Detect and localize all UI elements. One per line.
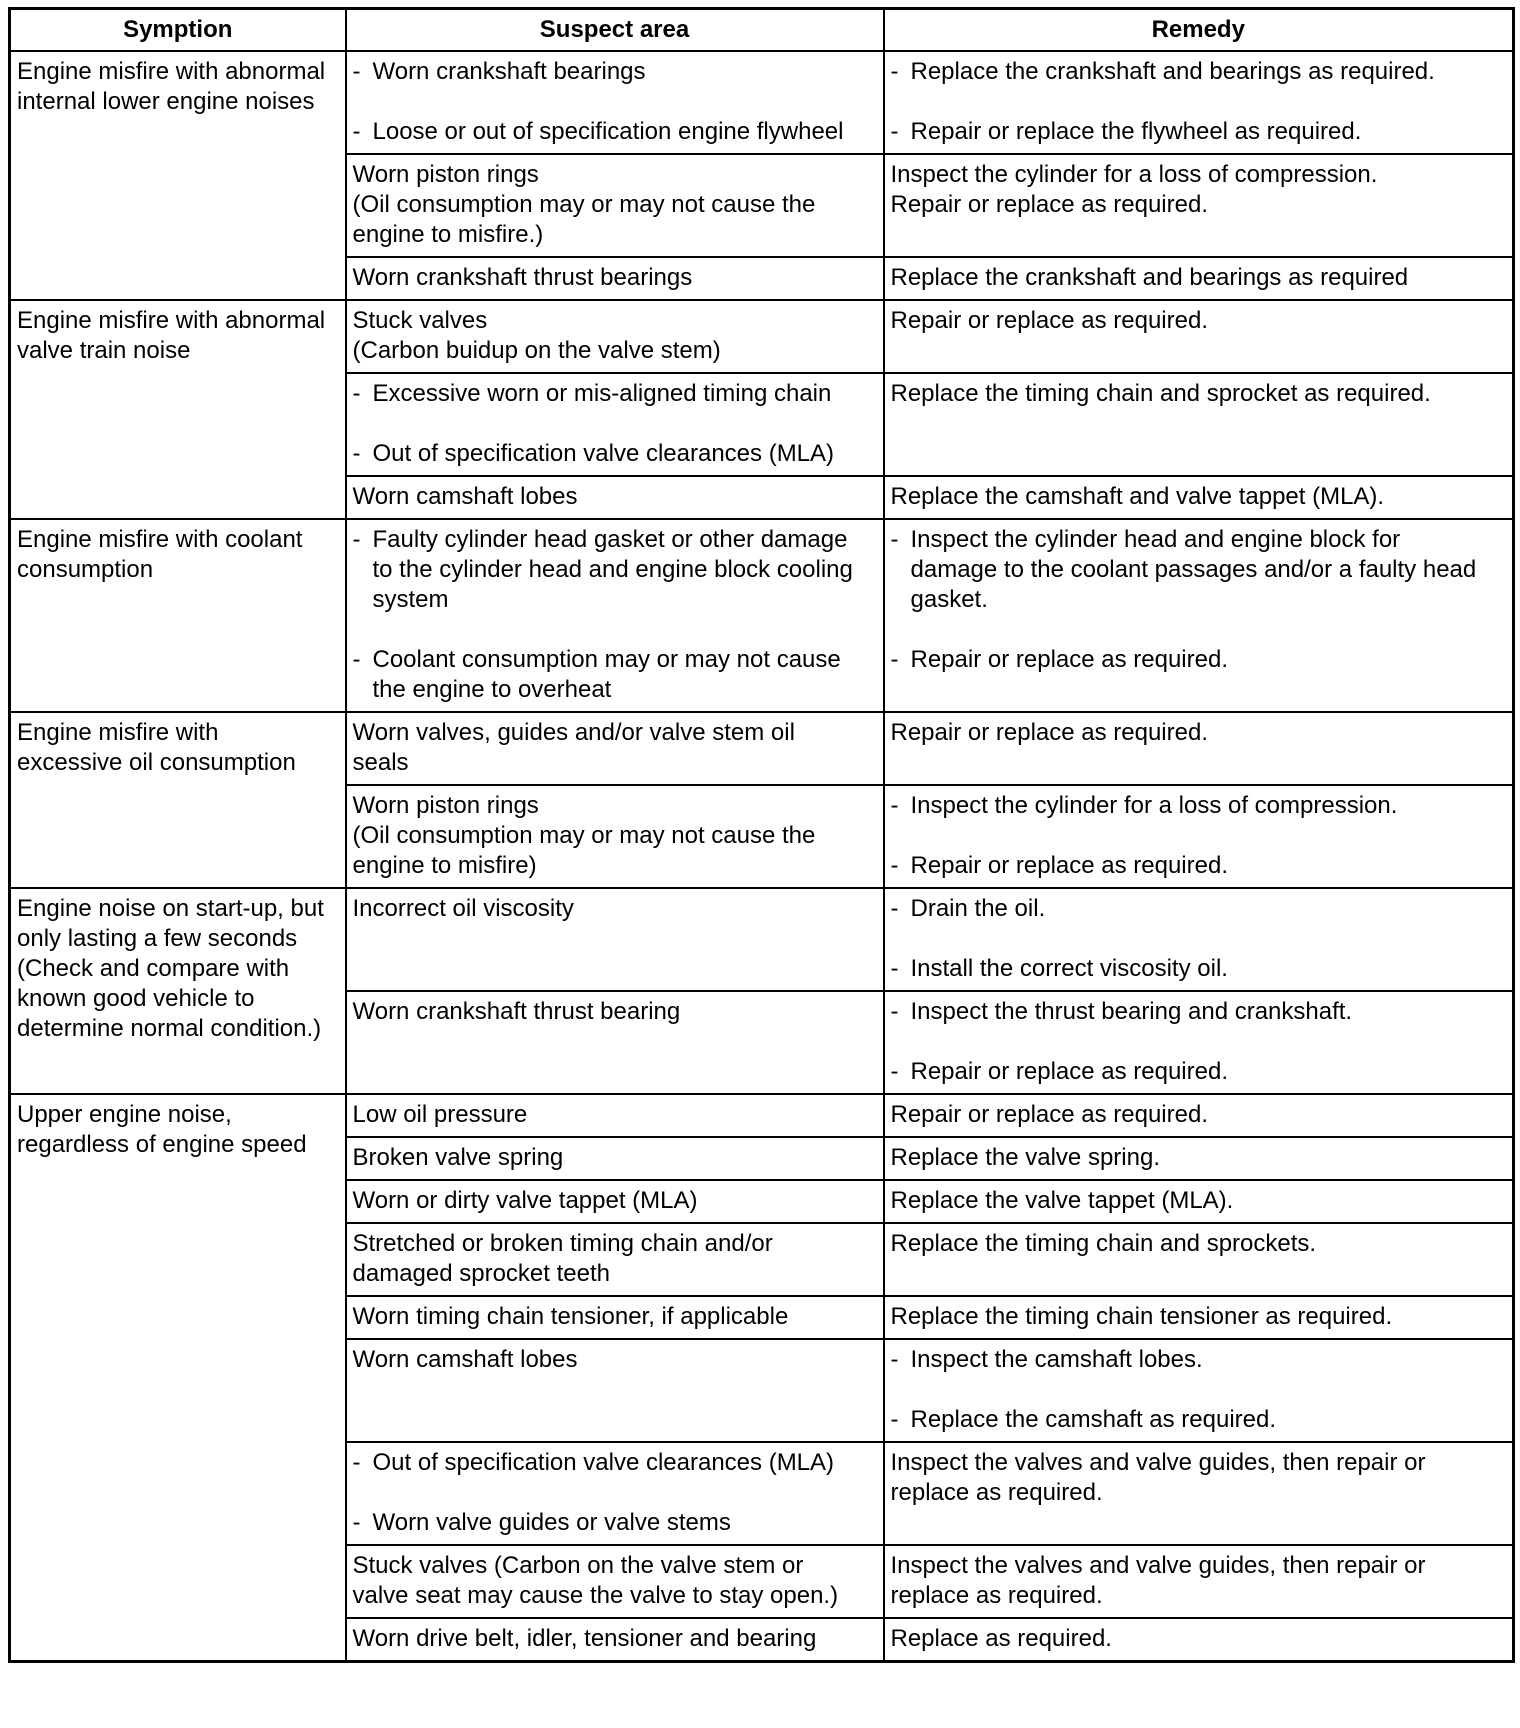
- dash-marker: -: [890, 998, 899, 1025]
- remedy-line: Replace the timing chain and sprockets.: [890, 1230, 1317, 1257]
- table-row: [10, 888, 1514, 991]
- dash-marker: -: [352, 1509, 361, 1536]
- symptom-cell: [10, 1094, 346, 1662]
- remedy-bullet-item: [891, 117, 1507, 147]
- suspect-bullet-item: [353, 117, 877, 147]
- remedy-cell: [884, 1545, 1514, 1618]
- suspect-line: Broken valve spring: [352, 1144, 564, 1171]
- suspect-line: Worn timing chain tensioner, if applicable: [352, 1303, 789, 1330]
- suspect-bullet-text: Out of specification valve clearances (MLA): [372, 1449, 835, 1476]
- remedy-cell: [884, 1137, 1514, 1180]
- suspect-area-cell: [346, 785, 884, 888]
- suspect-area-cell: [346, 373, 884, 476]
- remedy-cell: [884, 1296, 1514, 1339]
- suspect-bullet-line: Coolant consumption may or may not cause: [372, 646, 841, 673]
- symptom-line: regardless of engine speed: [17, 1131, 307, 1158]
- remedy-cell: [884, 1094, 1514, 1137]
- suspect-area-cell: [346, 1618, 884, 1662]
- remedy-cell: [884, 888, 1514, 991]
- header-suspect-area: Suspect area: [346, 9, 884, 52]
- suspect-area-cell: [346, 888, 884, 991]
- remedy-bullet-item: [891, 851, 1507, 881]
- dash-marker: -: [890, 1406, 899, 1433]
- remedy-bullet-item: [891, 1405, 1507, 1435]
- remedy-bullet-item: [891, 645, 1507, 675]
- symptom-line: (Check and compare with: [17, 955, 290, 982]
- suspect-line: (Oil consumption may or may not cause the: [352, 191, 816, 218]
- dash-marker: -: [890, 792, 899, 819]
- remedy-bullet-line: damage to the coolant passages and/or a faulty head: [910, 556, 1477, 583]
- suspect-bullet-text: Out of specification valve clearances (MLA): [372, 440, 835, 467]
- suspect-bullet-line: the engine to overheat: [372, 676, 612, 703]
- suspect-bullet-text: Excessive worn or mis-aligned timing chain: [372, 380, 832, 407]
- suspect-area-cell: [346, 1339, 884, 1442]
- symptom-line: Engine misfire with abnormal: [17, 58, 326, 85]
- table-row: [10, 519, 1514, 712]
- dash-marker: -: [890, 118, 899, 145]
- suspect-bullet-item: [353, 1508, 877, 1538]
- suspect-bullet-line: Faulty cylinder head gasket or other damage: [372, 526, 848, 553]
- remedy-cell: [884, 785, 1514, 888]
- suspect-line: Worn crankshaft thrust bearing: [352, 998, 681, 1025]
- suspect-line: damaged sprocket teeth: [352, 1260, 610, 1287]
- suspect-area-cell: [346, 1296, 884, 1339]
- dash-marker: -: [352, 118, 361, 145]
- dash-marker: -: [890, 895, 899, 922]
- header-symptom: Symption: [10, 9, 346, 52]
- suspect-line: Incorrect oil viscosity: [352, 895, 574, 922]
- suspect-line: (Carbon buidup on the valve stem): [352, 337, 721, 364]
- remedy-bullet-text: Repair or replace as required.: [910, 852, 1228, 879]
- suspect-line: valve seat may cause the valve to stay open.): [352, 1582, 839, 1609]
- suspect-bullet-text: Worn valve guides or valve stems: [372, 1509, 731, 1536]
- suspect-line: Stretched or broken timing chain and/or: [352, 1230, 773, 1257]
- remedy-line: Replace the crankshaft and bearings as required: [890, 264, 1409, 291]
- suspect-line: Worn piston rings: [352, 161, 539, 188]
- suspect-line: (Oil consumption may or may not cause the: [352, 822, 816, 849]
- suspect-bullet-item: [353, 525, 877, 615]
- suspect-line: Low oil pressure: [352, 1101, 528, 1128]
- remedy-line: Inspect the valves and valve guides, then repair or: [890, 1552, 1426, 1579]
- troubleshooting-table: [8, 7, 1515, 1663]
- remedy-bullet-item: [891, 954, 1507, 984]
- suspect-area-cell: [346, 1137, 884, 1180]
- dash-marker: -: [352, 380, 361, 407]
- remedy-bullet-item: [891, 1057, 1507, 1087]
- remedy-line: Replace the timing chain and sprocket as required.: [890, 380, 1431, 407]
- remedy-line: Replace the camshaft and valve tappet (MLA).: [890, 483, 1385, 510]
- remedy-cell: [884, 1180, 1514, 1223]
- symptom-line: known good vehicle to: [17, 985, 255, 1012]
- symptom-line: excessive oil consumption: [17, 749, 296, 776]
- suspect-area-cell: [346, 1180, 884, 1223]
- suspect-bullet-item: [353, 57, 877, 87]
- remedy-cell: [884, 1223, 1514, 1296]
- remedy-bullet-text: Replace the camshaft as required.: [910, 1406, 1277, 1433]
- suspect-area-cell: [346, 1545, 884, 1618]
- remedy-bullet-item: [891, 791, 1507, 821]
- suspect-bullet-line: system: [372, 586, 449, 613]
- suspect-line: Worn drive belt, idler, tensioner and bearing: [352, 1625, 817, 1652]
- suspect-area-cell: [346, 476, 884, 519]
- dash-marker: -: [890, 646, 899, 673]
- remedy-line: Inspect the valves and valve guides, then repair or: [890, 1449, 1426, 1476]
- remedy-line: replace as required.: [890, 1479, 1103, 1506]
- suspect-area-cell: [346, 1223, 884, 1296]
- suspect-line: Worn valves, guides and/or valve stem oil: [352, 719, 795, 746]
- suspect-bullet-item: [353, 1448, 877, 1478]
- symptom-cell: [10, 888, 346, 1094]
- table-body: [10, 51, 1514, 1662]
- suspect-bullet-item: [353, 645, 877, 705]
- table-row: [10, 300, 1514, 373]
- remedy-cell: [884, 991, 1514, 1094]
- symptom-line: Engine misfire with: [17, 719, 219, 746]
- suspect-area-cell: [346, 519, 884, 712]
- remedy-line: Repair or replace as required.: [890, 1101, 1208, 1128]
- suspect-bullet-text: Worn crankshaft bearings: [372, 58, 646, 85]
- dash-marker: -: [352, 1449, 361, 1476]
- remedy-cell: [884, 257, 1514, 300]
- suspect-line: engine to misfire.): [352, 221, 544, 248]
- remedy-line: Replace the valve spring.: [890, 1144, 1160, 1171]
- remedy-line: Repair or replace as required.: [890, 719, 1208, 746]
- suspect-bullet-text: [373, 525, 877, 615]
- dash-marker: -: [352, 646, 361, 673]
- symptom-line: internal lower engine noises: [17, 88, 315, 115]
- remedy-bullet-item: [891, 997, 1507, 1027]
- remedy-bullet-line: gasket.: [910, 586, 988, 613]
- suspect-line: seals: [352, 749, 409, 776]
- symptom-cell: [10, 712, 346, 888]
- suspect-area-cell: [346, 300, 884, 373]
- remedy-bullet-line: Repair or replace as required.: [910, 646, 1228, 673]
- remedy-cell: [884, 1442, 1514, 1545]
- suspect-bullet-item: [353, 379, 877, 409]
- suspect-line: Worn camshaft lobes: [352, 483, 578, 510]
- remedy-line: Replace the timing chain tensioner as required.: [890, 1303, 1393, 1330]
- suspect-line: Worn crankshaft thrust bearings: [352, 264, 693, 291]
- dash-marker: -: [890, 1058, 899, 1085]
- suspect-area-cell: [346, 1442, 884, 1545]
- remedy-bullet-text: Inspect the thrust bearing and crankshaft.: [910, 998, 1353, 1025]
- symptom-line: Engine noise on start-up, but: [17, 895, 324, 922]
- suspect-area-cell: [346, 257, 884, 300]
- suspect-area-cell: [346, 51, 884, 154]
- suspect-bullet-line: to the cylinder head and engine block cooling: [372, 556, 853, 583]
- remedy-cell: [884, 1339, 1514, 1442]
- symptom-cell: [10, 300, 346, 519]
- symptom-line: only lasting a few seconds: [17, 925, 298, 952]
- remedy-cell: [884, 154, 1514, 257]
- dash-marker: -: [352, 440, 361, 467]
- symptom-cell: [10, 51, 346, 300]
- remedy-bullet-text: Repair or replace the flywheel as required.: [910, 118, 1362, 145]
- table-row: [10, 1094, 1514, 1137]
- remedy-bullet-text: [911, 525, 1507, 615]
- dash-marker: -: [890, 852, 899, 879]
- dash-marker: -: [890, 1346, 899, 1373]
- suspect-line: Worn camshaft lobes: [352, 1346, 578, 1373]
- symptom-line: Engine misfire with coolant: [17, 526, 303, 553]
- remedy-line: replace as required.: [890, 1582, 1103, 1609]
- remedy-bullet-text: [911, 645, 1507, 675]
- remedy-bullet-item: [891, 894, 1507, 924]
- symptom-line: Engine misfire with abnormal: [17, 307, 326, 334]
- suspect-area-cell: [346, 712, 884, 785]
- remedy-bullet-text: Inspect the camshaft lobes.: [910, 1346, 1203, 1373]
- troubleshooting-sheet: [8, 7, 1512, 1663]
- dash-marker: -: [890, 526, 899, 553]
- dash-marker: -: [890, 955, 899, 982]
- header-remedy: Remedy: [884, 9, 1514, 52]
- suspect-line: Stuck valves (Carbon on the valve stem or: [352, 1552, 804, 1579]
- symptom-line: consumption: [17, 556, 154, 583]
- suspect-line: engine to misfire): [352, 852, 537, 879]
- symptom-cell: [10, 519, 346, 712]
- suspect-bullet-text: Loose or out of specification engine flywheel: [372, 118, 844, 145]
- remedy-bullet-item: [891, 1345, 1507, 1375]
- suspect-area-cell: [346, 1094, 884, 1137]
- suspect-area-cell: [346, 154, 884, 257]
- suspect-line: Worn or dirty valve tappet (MLA): [352, 1187, 698, 1214]
- remedy-bullet-text: Drain the oil.: [910, 895, 1046, 922]
- remedy-bullet-item: [891, 57, 1507, 87]
- remedy-cell: [884, 300, 1514, 373]
- remedy-cell: [884, 1618, 1514, 1662]
- remedy-bullet-text: Replace the crankshaft and bearings as required.: [910, 58, 1435, 85]
- dash-marker: -: [890, 58, 899, 85]
- remedy-bullet-text: Inspect the cylinder for a loss of compression.: [910, 792, 1398, 819]
- suspect-bullet-text: [373, 645, 877, 705]
- symptom-line: determine normal condition.): [17, 1015, 322, 1042]
- remedy-cell: [884, 373, 1514, 476]
- suspect-area-cell: [346, 991, 884, 1094]
- remedy-cell: [884, 476, 1514, 519]
- suspect-line: Worn piston rings: [352, 792, 539, 819]
- remedy-line: Repair or replace as required.: [890, 191, 1208, 218]
- suspect-line: Stuck valves: [352, 307, 488, 334]
- remedy-line: Repair or replace as required.: [890, 307, 1208, 334]
- remedy-cell: [884, 51, 1514, 154]
- dash-marker: -: [352, 58, 361, 85]
- symptom-line: valve train noise: [17, 337, 191, 364]
- remedy-bullet-line: Inspect the cylinder head and engine block for: [910, 526, 1401, 553]
- dash-marker: -: [352, 526, 361, 553]
- remedy-bullet-text: Repair or replace as required.: [910, 1058, 1228, 1085]
- remedy-line: Inspect the cylinder for a loss of compression.: [890, 161, 1378, 188]
- remedy-cell: [884, 519, 1514, 712]
- table-row: [10, 51, 1514, 154]
- suspect-bullet-item: [353, 439, 877, 469]
- remedy-line: Replace as required.: [890, 1625, 1112, 1652]
- remedy-cell: [884, 712, 1514, 785]
- header-row: [10, 9, 1514, 52]
- table-row: [10, 712, 1514, 785]
- symptom-line: Upper engine noise,: [17, 1101, 232, 1128]
- remedy-bullet-text: Install the correct viscosity oil.: [910, 955, 1228, 982]
- remedy-bullet-item: [891, 525, 1507, 615]
- remedy-line: Replace the valve tappet (MLA).: [890, 1187, 1234, 1214]
